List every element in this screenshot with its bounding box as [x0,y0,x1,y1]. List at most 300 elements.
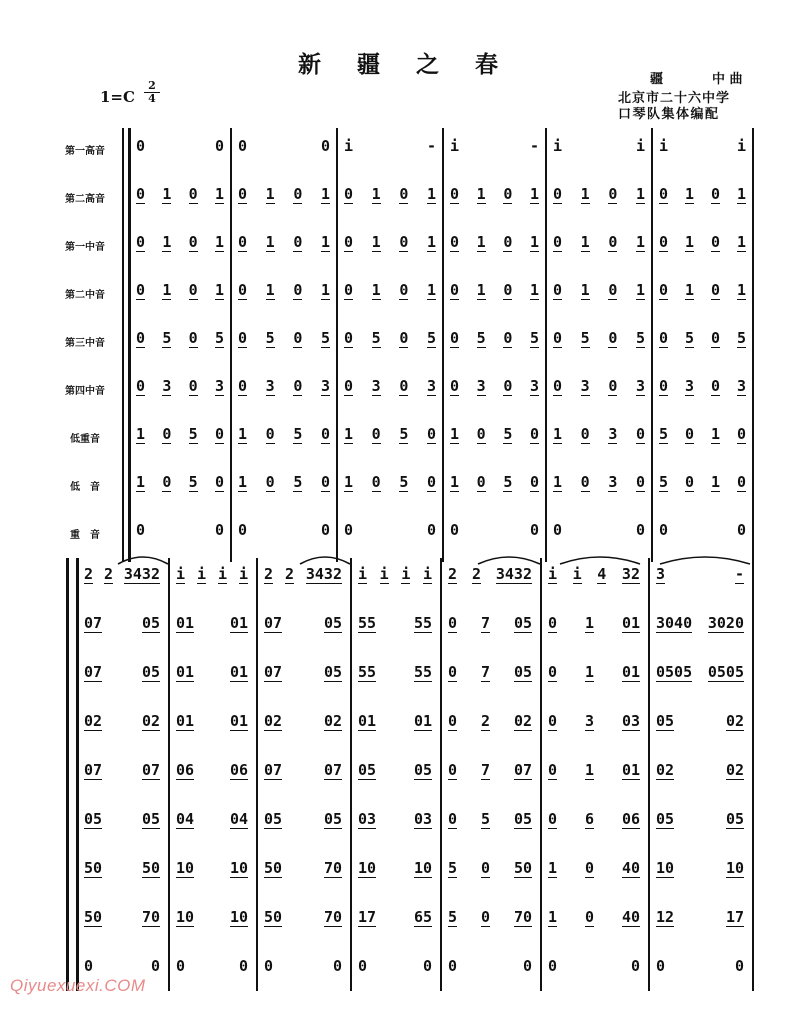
note: 0 [238,521,248,539]
note: 3 [580,377,590,395]
note: 0 [710,185,720,203]
note: 0 [710,233,720,251]
note: 3 [608,425,618,443]
note: 1 [344,473,354,491]
note: 0 [293,281,303,299]
note: 02 [84,712,103,730]
note: 2 [264,565,274,583]
note: 65 [413,908,432,926]
note: i [572,565,582,583]
note: 3 [656,565,666,583]
note: 55 [358,614,377,632]
note: 10 [358,859,377,877]
note: 01 [621,614,640,632]
note: 05 [323,810,342,828]
note: 1 [426,233,436,251]
note: 0 [238,185,248,203]
note: 01 [621,663,640,681]
note: 0 [136,521,146,539]
note: 0 [188,377,198,395]
note: i [344,137,354,155]
note: 5 [188,425,198,443]
note: 1 [214,185,224,203]
note: 0 [584,908,594,926]
note: i [401,565,411,583]
note: 1 [736,233,746,251]
note: 0 [265,425,275,443]
note: 3 [529,377,539,395]
arranger-credit-line2: 口琴队集体编配 [618,107,720,122]
note: 02 [264,712,283,730]
note: 05 [358,761,377,779]
note: 0 [399,377,409,395]
note: 01 [621,761,640,779]
note: 40 [621,859,640,877]
note: 0 [426,425,436,443]
note: 0 [548,761,558,779]
note: 3 [584,712,594,730]
note: 0 [264,957,274,975]
note: 50 [264,908,283,926]
note: 1 [476,281,486,299]
note: 0 [450,281,460,299]
note: 3432 [495,565,532,583]
note: 1 [426,281,436,299]
note: 0 [659,377,669,395]
note: 0 [480,908,490,926]
note: 0 [399,233,409,251]
part-label: 第二中音 [65,290,105,301]
note: 10 [413,859,432,877]
note: 02 [725,761,744,779]
note: 5 [659,425,669,443]
note: i [736,137,746,155]
note: 0 [344,233,354,251]
note: 1 [529,185,539,203]
note: 07 [141,761,160,779]
note: 0 [188,233,198,251]
slur [560,557,640,564]
note: 2 [84,565,94,583]
note: 0 [265,473,275,491]
note: 10 [229,859,248,877]
note: 07 [264,614,283,632]
note: 1 [265,281,275,299]
note: 0 [188,329,198,347]
slur [478,557,540,564]
note: 1 [136,425,146,443]
note: 0 [358,957,368,975]
note: 0 [553,377,563,395]
note: 0 [548,810,558,828]
note: 0 [162,425,172,443]
note: 1 [584,761,594,779]
part-label: 低重音 [70,434,100,445]
note: 05 [513,810,532,828]
part-label: 第四中音 [65,386,105,397]
note: 06 [176,761,195,779]
note: i [450,137,460,155]
note: 05 [84,810,103,828]
note: 5 [684,329,695,347]
note: 70 [323,908,342,926]
note: 0 [344,281,354,299]
note: 3 [426,377,436,395]
note: 10 [656,859,675,877]
note: 0 [293,377,303,395]
note: 0 [136,377,146,395]
note: 0 [659,521,669,539]
arranger-credit-line1: 北京市二十六中学 [618,91,731,106]
note: 6 [584,810,594,828]
note: 5 [214,329,224,347]
note: 3040 [656,614,693,632]
note: 1 [553,425,563,443]
note: 0 [448,663,458,681]
note: 0 [710,329,720,347]
note: 0 [503,233,513,251]
note: 70 [513,908,532,926]
note: 55 [413,663,432,681]
note: 5 [426,329,436,347]
note: 7 [480,761,490,779]
note: 0 [344,329,354,347]
note: 0 [659,185,669,203]
note: 03 [621,712,640,730]
note: i [196,565,207,583]
note: 0 [450,329,460,347]
slur [300,557,350,564]
note: 0 [659,281,669,299]
note: 0 [136,137,146,155]
note: 0 [635,473,645,491]
note: 0 [734,957,744,975]
note: 1 [371,185,381,203]
note: 0 [450,233,460,251]
note: 0 [553,233,563,251]
note: 0 [608,281,618,299]
note: 0 [684,473,695,491]
note: 3 [320,377,330,395]
note: 0 [736,521,746,539]
note: 1 [710,473,720,491]
note: 0 [476,473,486,491]
note: 04 [229,810,248,828]
note: 1 [265,233,275,251]
note: 17 [358,908,377,926]
part-label: 第一中音 [65,242,105,253]
note: 50 [84,859,103,877]
note: 02 [141,712,160,730]
note: 02 [656,761,675,779]
note: 1 [635,233,645,251]
note: 0 [476,425,486,443]
note: 1 [344,425,354,443]
note: 50 [264,859,283,877]
note: 0 [450,521,460,539]
note: 1 [214,281,224,299]
note: 2 [480,712,490,730]
note: i [548,565,558,583]
note: 0 [332,957,342,975]
note: 0 [320,521,330,539]
note: 4 [597,565,607,583]
note: 0 [503,185,513,203]
note: 05 [323,663,342,681]
note: 1 [580,185,590,203]
note: 05 [656,712,675,730]
note: 07 [513,761,532,779]
note: 1 [136,473,146,491]
note: 0 [150,957,160,975]
note: 0 [656,957,666,975]
note: 10 [725,859,744,877]
note: 1 [450,473,460,491]
note: 01 [229,614,248,632]
note: 5 [293,473,303,491]
slur [118,557,168,564]
note: 0 [214,137,224,155]
note: 12 [656,908,675,926]
note: 3 [265,377,275,395]
note: 5 [371,329,381,347]
note: 0 [553,185,563,203]
note: 5 [529,329,539,347]
note: 1 [214,233,224,251]
note: 0 [422,957,432,975]
note: 1 [238,425,248,443]
note: i [217,565,227,583]
note: 04 [176,810,195,828]
note: 0 [238,281,248,299]
note: 0 [584,859,594,877]
note: 05 [413,761,432,779]
note: 1 [580,233,590,251]
note: 0 [136,233,146,251]
note: 1 [684,281,695,299]
note: 1 [548,908,558,926]
note: 5 [476,329,486,347]
note: 0 [426,521,436,539]
note: 0 [553,329,563,347]
note: 03 [413,810,432,828]
note: 5 [293,425,303,443]
note: 0 [448,614,458,632]
note: 0 [320,137,330,155]
note: 0 [426,473,436,491]
note: 0 [293,233,303,251]
note: 0 [736,473,746,491]
note: 0 [480,859,490,877]
note: 0 [320,425,330,443]
note: 7 [480,614,490,632]
note: 0 [448,957,458,975]
note: 1 [736,185,746,203]
note: 0 [188,185,198,203]
note: 0 [450,185,460,203]
note: 05 [141,614,160,632]
part-label: 第一高音 [65,146,105,157]
note: 55 [413,614,432,632]
note: i [422,565,432,583]
note: 0 [320,473,330,491]
note: 3 [635,377,645,395]
note: 0 [136,329,146,347]
note: 1 [553,473,563,491]
note: i [176,565,186,583]
note: 1 [371,233,381,251]
note: 0 [371,425,381,443]
note: 5 [659,473,669,491]
note: 1 [371,281,381,299]
note: 2 [103,565,113,583]
note: 07 [264,761,283,779]
note: 1 [320,185,330,203]
note: 05 [141,663,160,681]
note: 0 [136,185,146,203]
note: 07 [84,663,103,681]
note: 03 [358,810,377,828]
note: 0 [580,473,590,491]
note: 7 [480,663,490,681]
note: 06 [621,810,640,828]
note: 0505 [656,663,693,681]
note: 3 [371,377,381,395]
note: 06 [229,761,248,779]
note: 3 [684,377,695,395]
watermark: Qiyuexuexi.COM [10,976,146,995]
time-signature-bottom: 4 [148,92,156,105]
note: 1 [529,281,539,299]
note: 50 [84,908,103,926]
composer-credit: 疆 [650,72,664,87]
note: 01 [229,663,248,681]
note: 01 [358,712,377,730]
note: 0 [399,281,409,299]
note: 0 [608,329,618,347]
note: 02 [725,712,744,730]
note: 0 [448,761,458,779]
note: 0 [580,425,590,443]
note: 1 [529,233,539,251]
note: 1 [162,233,172,251]
note: 0 [344,521,354,539]
note: 1 [320,281,330,299]
note: 10 [176,859,195,877]
note: 0 [548,712,558,730]
note: 0 [503,329,513,347]
note: 17 [725,908,744,926]
note: 01 [229,712,248,730]
note: 01 [413,712,432,730]
note: 1 [320,233,330,251]
note: 5 [399,425,409,443]
note: 0 [529,473,539,491]
part-label: 重 音 [70,530,100,541]
note: 05 [323,614,342,632]
slur [660,557,750,564]
page-title: 新 疆 之 春 [297,51,513,78]
note: 0 [710,281,720,299]
note: 0 [399,185,409,203]
note: 3 [736,377,746,395]
note: 0 [736,425,746,443]
note: 0 [162,473,172,491]
note: 5 [265,329,275,347]
key-signature: 1=C [100,88,135,106]
note: 0 [553,281,563,299]
note: 1 [548,859,558,877]
note: 5 [320,329,330,347]
note: 1 [736,281,746,299]
time-signature-top: 2 [144,80,160,93]
note: 5 [162,329,172,347]
note: 3 [476,377,486,395]
note: 0 [553,521,563,539]
note: 07 [84,761,103,779]
note: 0 [136,281,146,299]
note: 1 [476,185,486,203]
note: 0505 [707,663,744,681]
note: 07 [323,761,342,779]
part-label: 低 音 [70,482,100,493]
note: 1 [684,233,695,251]
note: 0 [188,281,198,299]
note: i [553,137,563,155]
note: 5 [480,810,490,828]
note: 01 [176,712,195,730]
note: 0 [214,473,224,491]
note: 0 [238,233,248,251]
note: 0 [529,425,539,443]
note: 0 [608,377,618,395]
note: - [529,137,539,155]
note: 0 [548,663,558,681]
note: 0 [522,957,532,975]
note: - [426,137,436,155]
note: 40 [621,908,640,926]
note: i [659,137,669,155]
note: 0 [238,329,248,347]
note: 1 [476,233,486,251]
note: 0 [344,377,354,395]
note: 5 [580,329,590,347]
note: 1 [580,281,590,299]
note: 1 [635,281,645,299]
note: 05 [264,810,283,828]
note: 0 [630,957,640,975]
note: 0 [293,329,303,347]
note: 05 [513,614,532,632]
note: 1 [238,473,248,491]
note: 05 [656,810,675,828]
note: 5 [503,473,513,491]
note: 3432 [123,565,160,583]
composer-credit-suffix: 中 曲 [712,72,743,87]
note: 5 [635,329,645,347]
note: 0 [448,712,458,730]
note: 1 [162,281,172,299]
note: 5 [188,473,198,491]
note: 0 [238,957,248,975]
note: 0 [684,425,695,443]
note: 0 [548,957,558,975]
note: 5 [736,329,746,347]
note: 0 [529,521,539,539]
note: 0 [659,233,669,251]
note: 50 [513,859,532,877]
note: 05 [513,663,532,681]
